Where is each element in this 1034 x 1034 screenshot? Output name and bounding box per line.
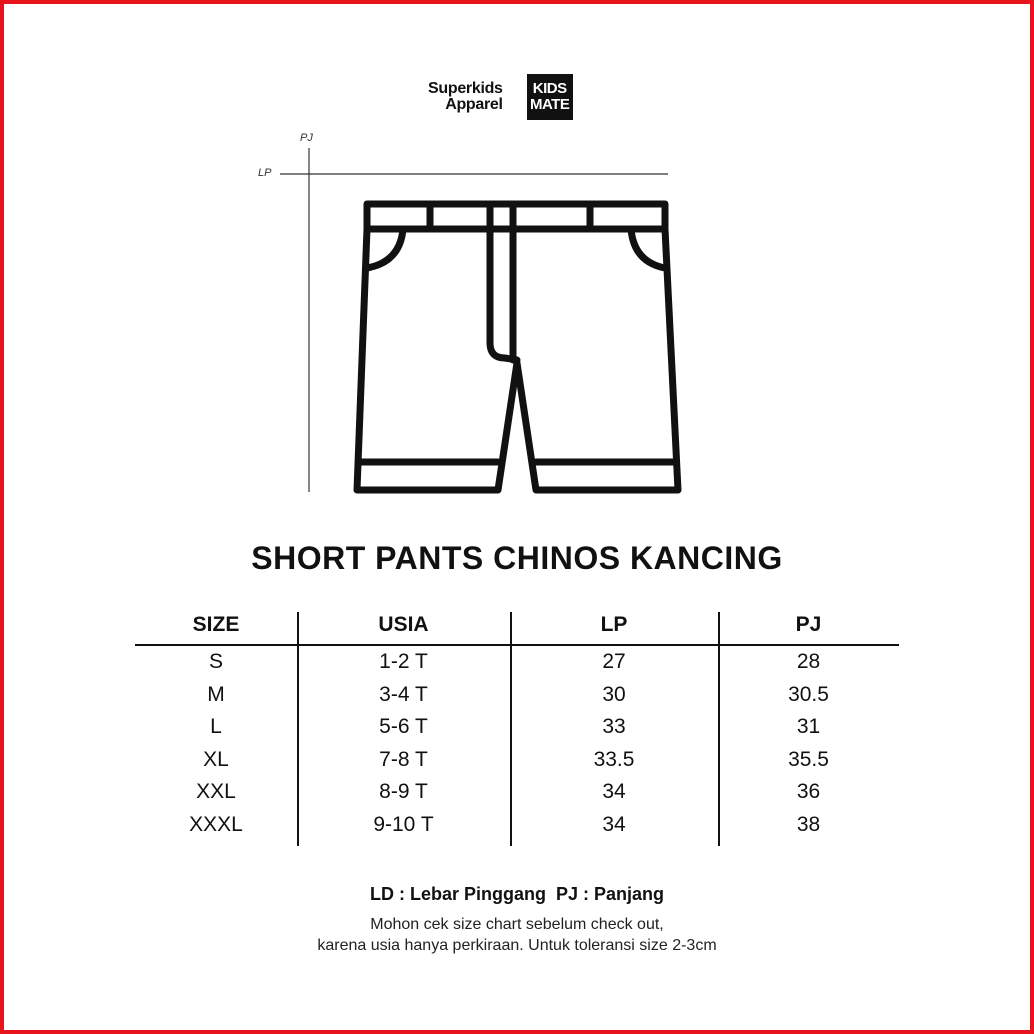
cell-usia: 7-8 T (379, 747, 428, 771)
header-pj: PJ (795, 613, 822, 636)
cell-pj: 28 (796, 650, 821, 674)
header-usia: USIA (378, 613, 429, 636)
table-row (135, 809, 899, 842)
logo-line2: MATE (529, 96, 570, 113)
table-row (135, 679, 899, 712)
cell-usia: 9-10 T (373, 812, 434, 836)
cell-size: XXL (196, 780, 236, 804)
cell-lp: 27 (602, 650, 626, 674)
cell-pj: 35.5 (788, 747, 829, 771)
cell-usia: 1-2 T (379, 650, 428, 674)
cell-size: S (208, 650, 223, 674)
table-row (135, 646, 899, 679)
cell-usia: 8-9 T (379, 780, 428, 804)
cell-pj: 31 (796, 715, 821, 739)
table-row (135, 711, 899, 744)
table-row (135, 744, 899, 777)
table-header-row (135, 606, 899, 646)
cell-size: L (210, 715, 222, 739)
cell-size: XXXL (189, 812, 243, 836)
cell-pj: 38 (796, 812, 821, 836)
header-size: SIZE (192, 613, 240, 636)
lp-axis-label: LP (258, 167, 272, 179)
note-line1: Mohon cek size chart sebelum check out, (370, 916, 664, 933)
brand-name-line1: Superkids (428, 80, 503, 97)
cell-usia: 3-4 T (379, 682, 428, 706)
size-note (0, 914, 1034, 956)
cell-lp: 33 (602, 715, 626, 739)
header-lp: LP (600, 613, 628, 636)
note-line2: karena usia hanya perkiraan. Untuk toleransi size 2-3cm (317, 937, 717, 954)
logo-line1: KIDS (532, 80, 567, 97)
cell-lp: 34 (602, 780, 626, 804)
measurement-legend: LD : Lebar Pinggang PJ : Panjang (369, 884, 665, 904)
cell-size: M (207, 682, 225, 706)
shorts-icon (357, 204, 678, 490)
cell-pj: 36 (796, 780, 821, 804)
cell-lp: 34 (602, 812, 626, 836)
cell-size: XL (203, 747, 229, 771)
cell-lp: 30 (602, 682, 626, 706)
size-chart-table (135, 606, 899, 841)
pj-axis-label: PJ (300, 132, 313, 144)
product-title: SHORT PANTS CHINOS KANCING (251, 540, 783, 576)
table-row (135, 776, 899, 809)
cell-lp: 33.5 (593, 747, 635, 771)
brand-name-line2: Apparel (445, 96, 503, 113)
cell-usia: 5-6 T (379, 715, 428, 739)
cell-pj: 30.5 (788, 682, 829, 706)
